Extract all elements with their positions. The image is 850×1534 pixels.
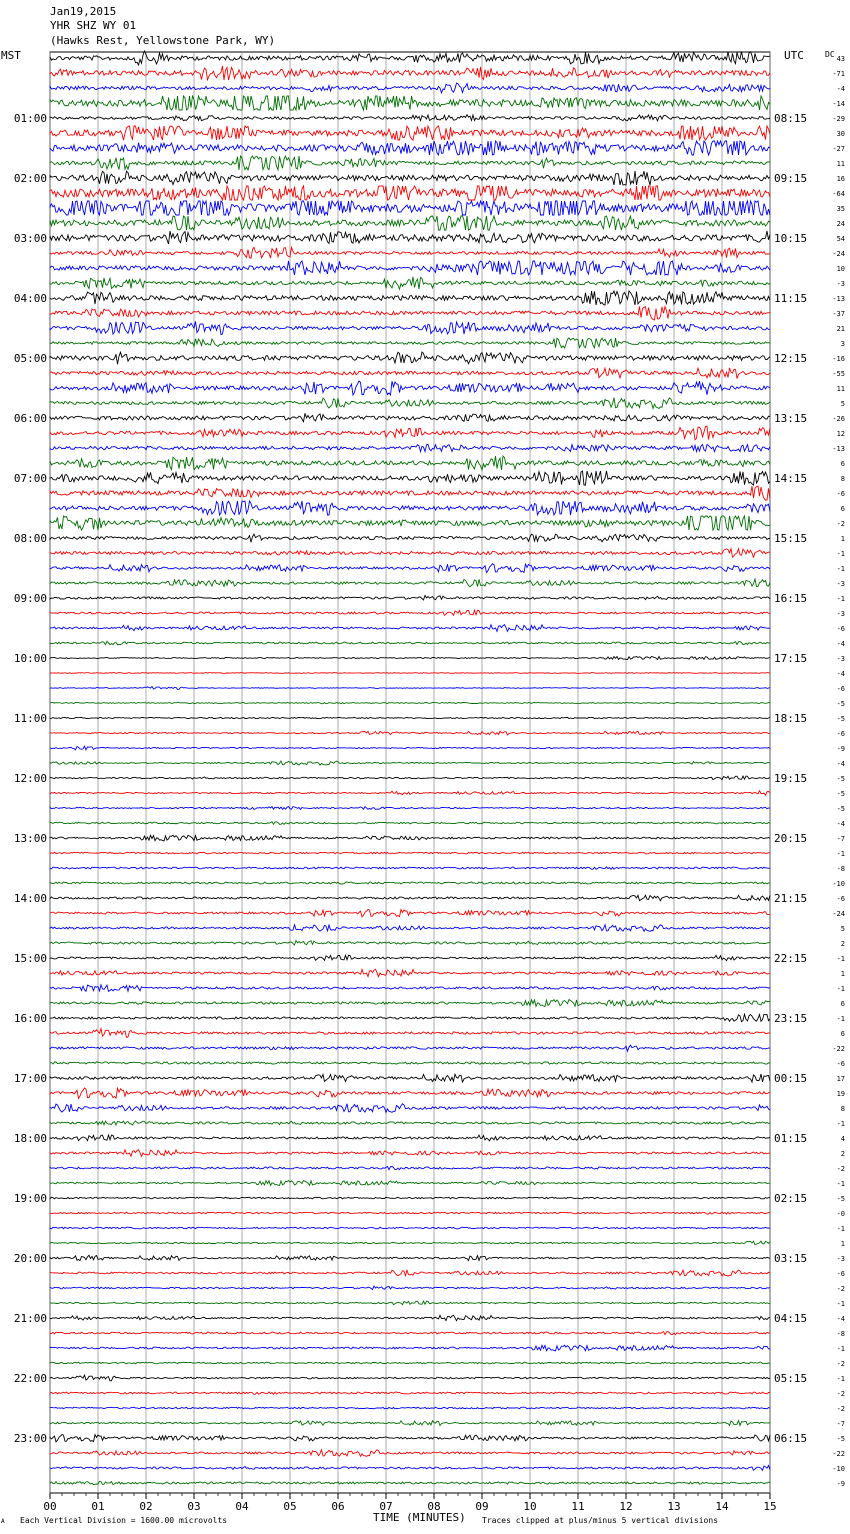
seismic-trace-34 — [50, 549, 770, 558]
seismic-trace-6 — [50, 126, 770, 140]
seismic-trace-15 — [50, 261, 770, 275]
dc-offset-label: -5 — [836, 805, 845, 813]
seismic-trace-78 — [50, 1212, 770, 1214]
dc-offset-label: -2 — [836, 1390, 845, 1398]
seismic-trace-87 — [50, 1345, 770, 1351]
seismic-trace-48 — [50, 761, 770, 765]
seismic-trace-84 — [50, 1301, 770, 1305]
seismic-trace-89 — [50, 1375, 770, 1381]
dc-offset-label: 1 — [840, 970, 845, 978]
seismic-trace-92 — [50, 1421, 770, 1426]
dc-offset-label: -6 — [836, 1270, 845, 1278]
dc-offset-label: -6 — [836, 895, 845, 903]
dc-offset-label: -6 — [836, 490, 845, 498]
dc-offset-label: -5 — [836, 790, 845, 798]
right-hour-label: 12:15 — [774, 352, 808, 365]
left-timezone-label: MST — [1, 49, 21, 62]
left-hour-label: 07:00 — [13, 472, 47, 485]
seismic-trace-75 — [50, 1166, 770, 1169]
seismic-trace-50 — [50, 791, 770, 796]
seismic-trace-68 — [50, 1062, 770, 1064]
seismic-trace-55 — [50, 867, 770, 869]
dc-offset-label: 5 — [840, 400, 845, 408]
left-hour-label: 22:00 — [13, 1372, 47, 1385]
seismic-trace-5 — [50, 115, 770, 121]
x-tick-label-10: 10 — [523, 1500, 537, 1513]
right-hour-label: 08:15 — [774, 112, 808, 125]
right-hour-label: 21:15 — [774, 892, 808, 905]
dc-offset-label: 21 — [836, 325, 845, 333]
seismic-trace-82 — [50, 1270, 770, 1276]
x-tick-label-13: 13 — [667, 1500, 681, 1513]
seismic-trace-81 — [50, 1255, 770, 1260]
right-hour-label: 15:15 — [774, 532, 808, 545]
dc-offset-label: -8 — [836, 1330, 845, 1338]
dc-offset-label: -4 — [836, 820, 845, 828]
dc-offset-label: -1 — [836, 550, 845, 558]
seismic-trace-86 — [50, 1332, 770, 1335]
station-location: (Hawks Rest, Yellowstone Park, WY) — [50, 34, 276, 47]
dc-offset-label: -55 — [832, 370, 845, 378]
left-hour-label: 20:00 — [13, 1252, 47, 1265]
seismic-trace-62 — [50, 969, 770, 976]
x-tick-label-09: 09 — [475, 1500, 489, 1513]
seismic-trace-73 — [50, 1135, 770, 1141]
dc-offset-label: -4 — [836, 670, 845, 678]
seismic-trace-16 — [50, 277, 770, 290]
dc-offset-label: -1 — [836, 1375, 845, 1383]
seismic-trace-9 — [50, 171, 770, 185]
dc-offset-label: 6 — [840, 1000, 845, 1008]
dc-offset-label: -4 — [836, 640, 845, 648]
left-hour-label: 17:00 — [13, 1072, 47, 1085]
clip-note: Traces clipped at plus/minus 5 vertical divisions — [482, 1516, 719, 1525]
dc-offset-label: -5 — [836, 775, 845, 783]
seismic-trace-39 — [50, 625, 770, 632]
seismic-trace-13 — [50, 231, 770, 244]
seismic-trace-31 — [50, 501, 770, 515]
dc-offset-label: 6 — [840, 505, 845, 513]
right-hour-label: 05:15 — [774, 1372, 808, 1385]
dc-offset-label: -1 — [836, 595, 845, 603]
left-hour-label: 01:00 — [13, 112, 47, 125]
seismic-trace-72 — [50, 1121, 770, 1125]
dc-offset-label: -2 — [836, 1165, 845, 1173]
dc-offset-label: -8 — [836, 865, 845, 873]
right-hour-label: 01:15 — [774, 1132, 808, 1145]
dc-offset-label: -10 — [832, 880, 845, 888]
right-hour-label: 20:15 — [774, 832, 808, 845]
seismic-trace-40 — [50, 641, 770, 645]
seismic-trace-19 — [50, 321, 770, 334]
seismic-trace-67 — [50, 1045, 770, 1051]
dc-offset-label: -6 — [836, 685, 845, 693]
dc-offset-label: 11 — [836, 160, 845, 168]
seismic-trace-45 — [50, 717, 770, 718]
seismic-trace-54 — [50, 852, 770, 854]
left-hour-label: 05:00 — [13, 352, 47, 365]
x-tick-label-00: 00 — [43, 1500, 57, 1513]
dc-offset-label: -4 — [836, 85, 845, 93]
right-hour-label: 06:15 — [774, 1432, 808, 1445]
seismic-trace-4 — [50, 96, 770, 110]
x-tick-label-08: 08 — [427, 1500, 441, 1513]
seismic-trace-26 — [50, 426, 770, 440]
seismic-trace-43 — [50, 687, 770, 690]
seismic-trace-37 — [50, 595, 770, 600]
right-hour-label: 17:15 — [774, 652, 808, 665]
seismic-trace-95 — [50, 1466, 770, 1471]
seismic-trace-36 — [50, 579, 770, 587]
seismic-trace-80 — [50, 1241, 770, 1245]
seismic-trace-14 — [50, 247, 770, 258]
x-tick-label-04: 04 — [235, 1500, 249, 1513]
dc-offset-label: 12 — [836, 430, 845, 438]
seismic-trace-49 — [50, 776, 770, 780]
left-hour-label: 06:00 — [13, 412, 47, 425]
dc-offset-label: -26 — [832, 415, 845, 423]
dc-offset-label: -22 — [832, 1045, 845, 1053]
left-hour-label: 19:00 — [13, 1192, 47, 1205]
dc-offset-label: -13 — [832, 295, 845, 303]
seismic-trace-8 — [50, 156, 770, 170]
dc-offset-label: -24 — [832, 250, 845, 258]
dc-offset-label: 8 — [840, 475, 845, 483]
x-tick-label-03: 03 — [187, 1500, 201, 1513]
left-hour-label: 02:00 — [13, 172, 47, 185]
dc-offset-label: -9 — [836, 1480, 845, 1488]
right-hour-label: 23:15 — [774, 1012, 808, 1025]
seismic-trace-38 — [50, 610, 770, 615]
seismic-trace-59 — [50, 925, 770, 932]
left-hour-label: 13:00 — [13, 832, 47, 845]
dc-offset-label: -37 — [832, 310, 845, 318]
dc-offset-label: -5 — [836, 1435, 845, 1443]
right-hour-label: 00:15 — [774, 1072, 808, 1085]
seismic-trace-21 — [50, 352, 770, 364]
seismic-trace-7 — [50, 141, 770, 155]
seismic-trace-53 — [50, 835, 770, 841]
dc-offset-label: -3 — [836, 280, 845, 288]
dc-offset-label: -1 — [836, 1225, 845, 1233]
right-hour-label: 18:15 — [774, 712, 808, 725]
dc-offset-label: -2 — [836, 1360, 845, 1368]
dc-offset-label: -6 — [836, 625, 845, 633]
seismic-trace-3 — [50, 83, 770, 93]
left-hour-label: 10:00 — [13, 652, 47, 665]
right-hour-label: 02:15 — [774, 1192, 808, 1205]
x-tick-label-05: 05 — [283, 1500, 297, 1513]
left-hour-label: 14:00 — [13, 892, 47, 905]
seismic-trace-64 — [50, 1000, 770, 1007]
seismic-trace-58 — [50, 909, 770, 916]
seismic-trace-25 — [50, 413, 770, 421]
dc-offset-label: -1 — [836, 985, 845, 993]
x-tick-label-15: 15 — [763, 1500, 777, 1513]
right-hour-label: 09:15 — [774, 172, 808, 185]
dc-offset-label: 6 — [840, 460, 845, 468]
dc-offset-label: -7 — [836, 835, 845, 843]
dc-offset-label: -1 — [836, 1180, 845, 1188]
seismic-trace-94 — [50, 1450, 770, 1457]
left-hour-label: 23:00 — [13, 1432, 47, 1445]
dc-offset-label: -0 — [836, 1210, 845, 1218]
x-tick-label-14: 14 — [715, 1500, 729, 1513]
seismic-trace-2 — [50, 66, 770, 80]
dc-offset-label: -6 — [836, 730, 845, 738]
x-tick-label-07: 07 — [379, 1500, 393, 1513]
dc-offset-label: -7 — [836, 1420, 845, 1428]
seismic-trace-33 — [50, 534, 770, 542]
seismic-trace-20 — [50, 338, 770, 348]
left-hour-label: 16:00 — [13, 1012, 47, 1025]
left-hour-label: 03:00 — [13, 232, 47, 245]
right-hour-label: 10:15 — [774, 232, 808, 245]
dc-offset-label: -1 — [836, 1345, 845, 1353]
seismic-trace-41 — [50, 657, 770, 660]
seismic-trace-18 — [50, 306, 770, 320]
dc-offset-label: -29 — [832, 115, 845, 123]
dc-offset-label: -4 — [836, 1315, 845, 1323]
dc-offset-label: 11 — [836, 385, 845, 393]
dc-offset-label: -1 — [836, 1015, 845, 1023]
dc-offset-label: -27 — [832, 145, 845, 153]
seismic-trace-96 — [50, 1481, 770, 1484]
left-hour-label: 18:00 — [13, 1132, 47, 1145]
seismic-trace-91 — [50, 1407, 770, 1409]
dc-offset-label: 54 — [836, 235, 845, 243]
seismic-trace-85 — [50, 1315, 770, 1320]
dc-offset-label: 10 — [836, 265, 845, 273]
x-tick-label-02: 02 — [139, 1500, 153, 1513]
dc-offset-label: -1 — [836, 565, 845, 573]
dc-label: DC — [825, 50, 835, 59]
dc-offset-label: -4 — [836, 760, 845, 768]
seismic-trace-57 — [50, 895, 770, 901]
dc-offset-label: -13 — [832, 445, 845, 453]
dc-offset-label: 19 — [836, 1090, 845, 1098]
dc-offset-label: -3 — [836, 580, 845, 588]
dc-offset-label: -1 — [836, 1120, 845, 1128]
dc-offset-label: 1 — [840, 535, 845, 543]
dc-offset-label: -2 — [836, 1285, 845, 1293]
seismic-trace-35 — [50, 564, 770, 573]
right-hour-label: 16:15 — [774, 592, 808, 605]
dc-offset-label: 43 — [836, 55, 845, 63]
seismic-trace-51 — [50, 807, 770, 810]
seismic-trace-22 — [50, 368, 770, 379]
seismic-trace-70 — [50, 1088, 770, 1098]
seismic-trace-65 — [50, 1014, 770, 1022]
dc-offset-label: -3 — [836, 610, 845, 618]
seismic-trace-88 — [50, 1362, 770, 1364]
left-hour-label: 09:00 — [13, 592, 47, 605]
seismic-trace-17 — [50, 291, 770, 305]
dc-offset-label: -16 — [832, 355, 845, 363]
seismic-trace-24 — [50, 398, 770, 409]
seismic-trace-90 — [50, 1392, 770, 1394]
right-hour-label: 04:15 — [774, 1312, 808, 1325]
left-hour-label: 21:00 — [13, 1312, 47, 1325]
dc-offset-label: -2 — [836, 520, 845, 528]
dc-offset-label: -71 — [832, 70, 845, 78]
seismic-trace-60 — [50, 940, 770, 945]
dc-offset-label: -2 — [836, 1405, 845, 1413]
seismic-trace-93 — [50, 1434, 770, 1441]
dc-offset-label: -5 — [836, 715, 845, 723]
seismic-trace-32 — [50, 516, 770, 530]
scale-note: Each Vertical Division = 1600.00 microvolts — [20, 1516, 228, 1525]
seismic-trace-83 — [50, 1286, 770, 1289]
x-axis-title: TIME (MINUTES) — [373, 1511, 466, 1524]
seismic-trace-74 — [50, 1150, 770, 1157]
seismic-trace-71 — [50, 1104, 770, 1113]
left-hour-label: 04:00 — [13, 292, 47, 305]
dc-offset-label: 1 — [840, 1240, 845, 1248]
dc-offset-label: -14 — [832, 100, 845, 108]
seismic-trace-10 — [50, 186, 770, 200]
seismic-trace-69 — [50, 1074, 770, 1082]
station-id: YHR SHZ WY 01 — [50, 19, 137, 32]
seismic-trace-56 — [50, 882, 770, 884]
dc-offset-label: -5 — [836, 1195, 845, 1203]
seismic-trace-23 — [50, 381, 770, 395]
seismic-trace-27 — [50, 444, 770, 451]
left-hour-label: 15:00 — [13, 952, 47, 965]
seismic-trace-44 — [50, 702, 770, 703]
dc-offset-label: 8 — [840, 1105, 845, 1113]
dc-offset-label: -5 — [836, 700, 845, 708]
seismic-trace-1 — [50, 51, 770, 65]
dc-offset-label: 3 — [840, 340, 845, 348]
dc-offset-label: -3 — [836, 655, 845, 663]
seismic-trace-11 — [50, 201, 770, 215]
seismic-trace-63 — [50, 985, 770, 991]
dc-offset-label: -3 — [836, 1255, 845, 1263]
seismic-trace-42 — [50, 673, 770, 674]
corner-mark: A — [1, 1518, 5, 1525]
dc-offset-label: 4 — [840, 1135, 845, 1143]
dc-offset-label: 24 — [836, 220, 845, 228]
dc-offset-label: 2 — [840, 940, 845, 948]
right-hour-label: 14:15 — [774, 472, 808, 485]
x-tick-label-11: 11 — [571, 1500, 585, 1513]
seismic-trace-66 — [50, 1029, 770, 1038]
right-hour-label: 19:15 — [774, 772, 808, 785]
plot-date: Jan19,2015 — [50, 5, 117, 18]
dc-offset-label: 35 — [836, 205, 845, 213]
seismic-trace-61 — [50, 955, 770, 960]
left-hour-label: 08:00 — [13, 532, 47, 545]
dc-offset-label: 16 — [836, 175, 845, 183]
dc-offset-label: -22 — [832, 1450, 845, 1458]
seismic-trace-79 — [50, 1227, 770, 1229]
right-hour-label: 03:15 — [774, 1252, 808, 1265]
dc-offset-label: -10 — [832, 1465, 845, 1473]
seismic-trace-46 — [50, 731, 770, 735]
x-tick-label-06: 06 — [331, 1500, 345, 1513]
x-tick-label-12: 12 — [619, 1500, 633, 1513]
dc-offset-label: -9 — [836, 745, 845, 753]
dc-offset-label: -1 — [836, 850, 845, 858]
dc-offset-label: 17 — [836, 1075, 845, 1083]
left-hour-label: 12:00 — [13, 772, 47, 785]
dc-offset-label: -6 — [836, 1060, 845, 1068]
right-hour-label: 22:15 — [774, 952, 808, 965]
dc-offset-label: -64 — [832, 190, 845, 198]
right-timezone-label: UTC — [784, 49, 804, 62]
dc-offset-label: -24 — [832, 910, 845, 918]
seismic-trace-28 — [50, 456, 770, 470]
seismic-trace-29 — [50, 471, 770, 485]
dc-offset-label: -1 — [836, 955, 845, 963]
right-hour-label: 11:15 — [774, 292, 808, 305]
seismic-trace-76 — [50, 1181, 770, 1186]
dc-offset-label: 2 — [840, 1150, 845, 1158]
dc-offset-label: 5 — [840, 925, 845, 933]
seismic-trace-30 — [50, 486, 770, 500]
dc-offset-label: -1 — [836, 1300, 845, 1308]
left-hour-label: 11:00 — [13, 712, 47, 725]
right-hour-label: 13:15 — [774, 412, 808, 425]
dc-offset-label: 30 — [836, 130, 845, 138]
seismic-trace-77 — [50, 1197, 770, 1199]
x-tick-label-01: 01 — [91, 1500, 105, 1513]
seismic-trace-52 — [50, 822, 770, 825]
seismic-trace-47 — [50, 746, 770, 750]
dc-offset-label: 6 — [840, 1030, 845, 1038]
seismic-trace-12 — [50, 216, 770, 230]
